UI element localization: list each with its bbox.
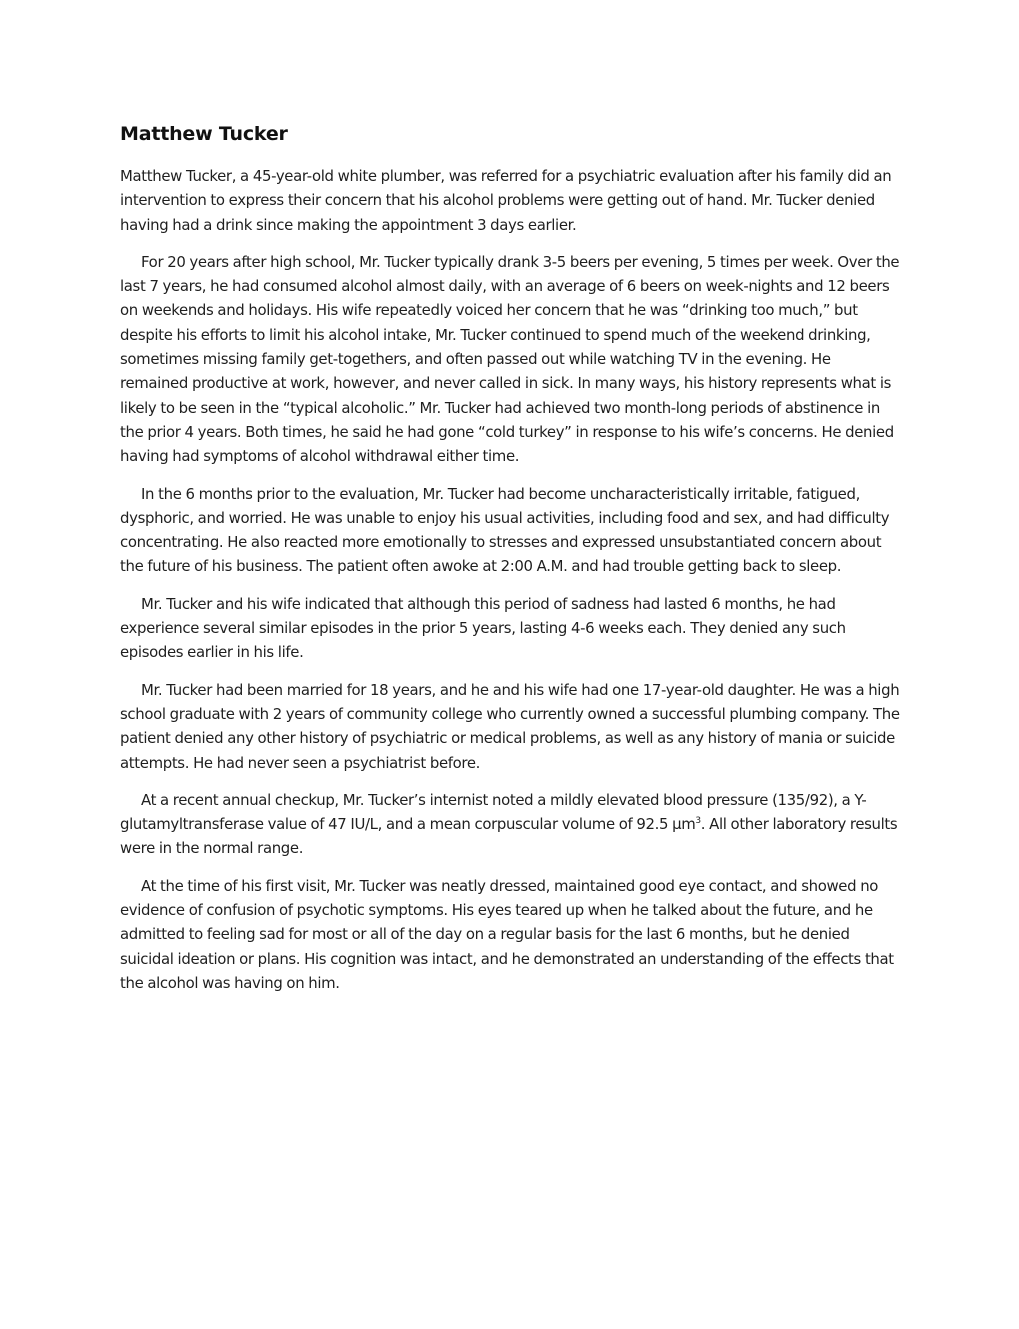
document-title: Matthew Tucker (120, 123, 288, 145)
document-page (120, 120, 902, 1008)
lab-text-main: At a recent annual checkup, Mr. Tucker’s internist noted a mildly elevated blood pressure (135/92), a Y-glutamyltransferase value of 47 IU/L, and a mean corpuscular volume of 92.5 µm (120, 790, 867, 834)
paragraph-drinking-history: For 20 years after high school, Mr. Tucker typically drank 3-5 beers per evening, 5 times per week. Over the last 7 years, he had consumed alcohol almost daily, with an average of 6 beers on week-nights and 12 beers on weekends and holidays. His wife repeatedly voiced her concern that he was “drinking too much,” but despite his efforts to limit his alcohol intake, Mr. Tucker continued to spend much of the weekend drinking, sometimes missing family get-togethers, and often passed out while watching TV in the evening. He remained productive at work, however, and never called in sick. In many ways, his history represents what is likely to be seen in the “typical alcoholic.” Mr. Tucker had achieved two month-long periods of abstinence in the prior 4 years. Both times, he said he had gone “cold turkey” in response to his wife’s concerns. He denied having had symptoms of alcohol withdrawal either time. (120, 252, 900, 466)
paragraph-referral: Matthew Tucker, a 45-year-old white plumber, was referred for a psychiatric evaluation after his family did an intervention to express their concern that his alcohol problems were getting out of hand. Mr. Tucker denied having had a drink since making the appointment 3 days earlier. (120, 167, 892, 234)
lab-superscript: 3 (695, 816, 701, 827)
paragraph-recent-symptoms: In the 6 months prior to the evaluation, Mr. Tucker had become uncharacteristically irritable, fatigued, dysphoric, and worried. He was unable to enjoy his usual activities, including food and sex, and had difficulty concentrating. He also reacted more emotionally to stresses and expressed unsubstantiated concern about the future of his business. The patient often awoke at 2:00 A.M. and had trouble getting back to sleep. (120, 484, 890, 576)
paragraph-lab-results (120, 788, 902, 861)
lab-text-end: . All other laboratory results were in the normal range. (120, 815, 898, 858)
paragraph-mental-status: At the time of his first visit, Mr. Tucker was neatly dressed, maintained good eye contact, and showed no evidence of confusion of psychotic symptoms. His eyes teared up when he talked about the future, and he admitted to feeling sad for most or all of the day on a regular basis for the last 6 months, but he denied suicidal ideation or plans. His cognition was intact, and he demonstrated an understanding of the effects that the alcohol was having on him. (120, 876, 894, 992)
paragraph-social-history: Mr. Tucker had been married for 18 years, and he and his wife had one 17-year-old daughter. He was a high school graduate with 2 years of community college who currently owned a successful plumbing company. The patient denied any other history of psychiatric or medical problems, as well as any history of mania or suicide attempts. He had never seen a psychiatrist before. (120, 680, 900, 772)
paragraph-prior-episodes: Mr. Tucker and his wife indicated that although this period of sadness had lasted 6 months, he had experience several similar episodes in the prior 5 years, lasting 4-6 weeks each. They denied any such episodes earlier in his life. (120, 594, 846, 662)
